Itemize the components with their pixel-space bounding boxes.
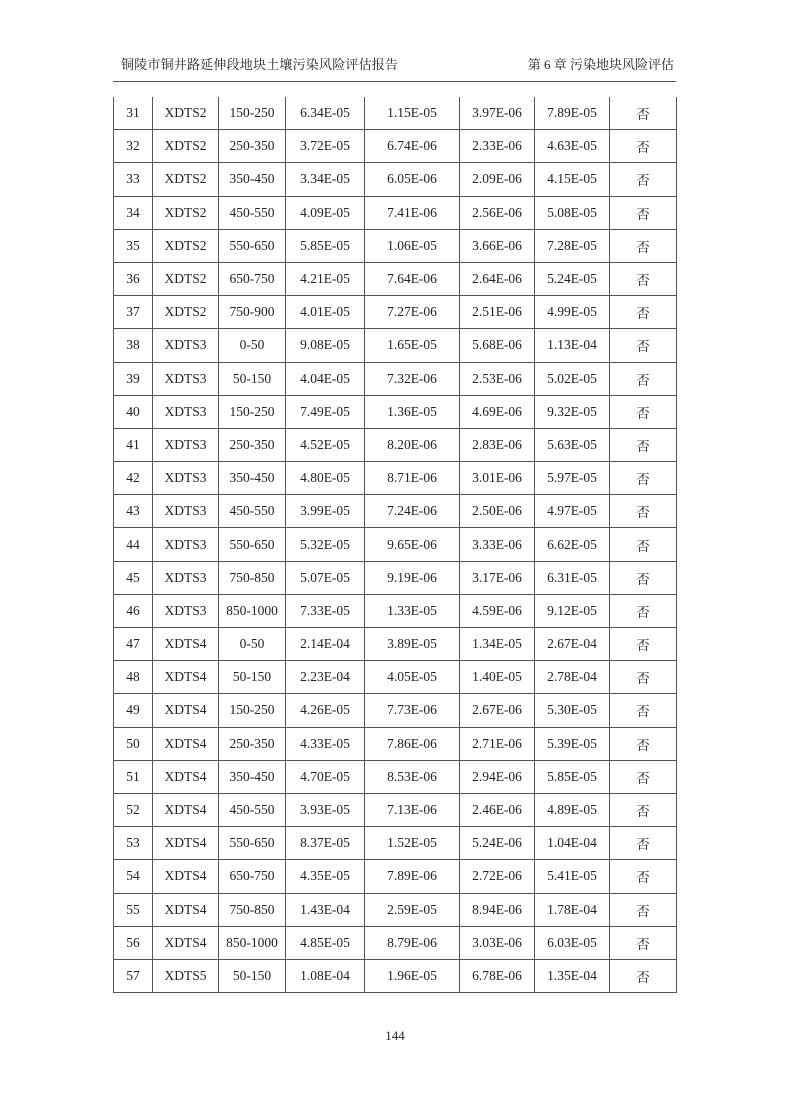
value-col-4-cell: 1.78E-04 (535, 893, 610, 926)
table-row (114, 827, 677, 860)
value-col-2-cell: 1.52E-05 (365, 827, 460, 860)
row-index-cell: 34 (114, 196, 153, 229)
sample-id-cell: XDTS2 (153, 262, 219, 295)
value-col-3-cell: 1.34E-05 (460, 628, 535, 661)
value-col-3-cell: 2.56E-06 (460, 196, 535, 229)
table-row (114, 262, 677, 295)
value-col-2-cell: 6.05E-06 (365, 163, 460, 196)
sample-id-cell: XDTS4 (153, 926, 219, 959)
running-header-chapter: 第 6 章 污染地块风险评估 (527, 57, 674, 72)
value-col-3-cell: 2.51E-06 (460, 296, 535, 329)
value-col-1-cell: 5.85E-05 (286, 229, 365, 262)
value-col-1-cell: 1.08E-04 (286, 959, 365, 992)
exceeds-flag-cell: 否 (610, 130, 677, 163)
sample-id-cell: XDTS2 (153, 163, 219, 196)
row-index-cell: 44 (114, 528, 153, 561)
depth-range-cell: 850-1000 (219, 926, 286, 959)
row-index-cell: 36 (114, 262, 153, 295)
value-col-1-cell: 1.43E-04 (286, 893, 365, 926)
sample-id-cell: XDTS3 (153, 561, 219, 594)
value-col-2-cell: 8.20E-06 (365, 428, 460, 461)
value-col-2-cell: 4.05E-05 (365, 661, 460, 694)
value-col-1-cell: 2.14E-04 (286, 628, 365, 661)
depth-range-cell: 50-150 (219, 959, 286, 992)
row-index-cell: 38 (114, 329, 153, 362)
depth-range-cell: 150-250 (219, 97, 286, 130)
value-col-1-cell: 4.33E-05 (286, 727, 365, 760)
row-index-cell: 48 (114, 661, 153, 694)
exceeds-flag-cell: 否 (610, 395, 677, 428)
sample-id-cell: XDTS2 (153, 97, 219, 130)
depth-range-cell: 450-550 (219, 793, 286, 826)
sample-id-cell: XDTS4 (153, 860, 219, 893)
value-col-4-cell: 1.13E-04 (535, 329, 610, 362)
value-col-2-cell: 9.65E-06 (365, 528, 460, 561)
sample-id-cell: XDTS2 (153, 196, 219, 229)
row-index-cell: 56 (114, 926, 153, 959)
value-col-3-cell: 3.33E-06 (460, 528, 535, 561)
depth-range-cell: 350-450 (219, 760, 286, 793)
value-col-1-cell: 4.26E-05 (286, 694, 365, 727)
value-col-1-cell: 4.09E-05 (286, 196, 365, 229)
sample-id-cell: XDTS2 (153, 296, 219, 329)
value-col-4-cell: 7.28E-05 (535, 229, 610, 262)
table-row (114, 959, 677, 992)
sample-id-cell: XDTS4 (153, 827, 219, 860)
value-col-3-cell: 3.01E-06 (460, 462, 535, 495)
value-col-4-cell: 4.15E-05 (535, 163, 610, 196)
exceeds-flag-cell: 否 (610, 959, 677, 992)
row-index-cell: 45 (114, 561, 153, 594)
value-col-2-cell: 7.13E-06 (365, 793, 460, 826)
sample-id-cell: XDTS4 (153, 661, 219, 694)
depth-range-cell: 750-900 (219, 296, 286, 329)
exceeds-flag-cell: 否 (610, 926, 677, 959)
depth-range-cell: 350-450 (219, 462, 286, 495)
value-col-2-cell: 1.33E-05 (365, 594, 460, 627)
sample-id-cell: XDTS4 (153, 793, 219, 826)
exceeds-flag-cell: 否 (610, 860, 677, 893)
value-col-3-cell: 3.66E-06 (460, 229, 535, 262)
row-index-cell: 35 (114, 229, 153, 262)
depth-range-cell: 550-650 (219, 827, 286, 860)
page-number: 144 (385, 1028, 405, 1043)
value-col-1-cell: 4.01E-05 (286, 296, 365, 329)
value-col-4-cell: 9.32E-05 (535, 395, 610, 428)
row-index-cell: 37 (114, 296, 153, 329)
sample-id-cell: XDTS3 (153, 329, 219, 362)
depth-range-cell: 750-850 (219, 893, 286, 926)
exceeds-flag-cell: 否 (610, 196, 677, 229)
table-row (114, 462, 677, 495)
value-col-2-cell: 2.59E-05 (365, 893, 460, 926)
depth-range-cell: 650-750 (219, 860, 286, 893)
table-row (114, 893, 677, 926)
table-row (114, 130, 677, 163)
value-col-2-cell: 1.96E-05 (365, 959, 460, 992)
value-col-3-cell: 2.33E-06 (460, 130, 535, 163)
table-row (114, 628, 677, 661)
value-col-4-cell: 5.41E-05 (535, 860, 610, 893)
value-col-1-cell: 2.23E-04 (286, 661, 365, 694)
value-col-1-cell: 7.33E-05 (286, 594, 365, 627)
value-col-1-cell: 3.99E-05 (286, 495, 365, 528)
sample-id-cell: XDTS4 (153, 628, 219, 661)
sample-id-cell: XDTS3 (153, 462, 219, 495)
depth-range-cell: 50-150 (219, 362, 286, 395)
sample-id-cell: XDTS5 (153, 959, 219, 992)
value-col-3-cell: 3.03E-06 (460, 926, 535, 959)
value-col-2-cell: 8.79E-06 (365, 926, 460, 959)
header-divider (113, 81, 676, 82)
row-index-cell: 31 (114, 97, 153, 130)
exceeds-flag-cell: 否 (610, 561, 677, 594)
value-col-3-cell: 2.64E-06 (460, 262, 535, 295)
value-col-2-cell: 9.19E-06 (365, 561, 460, 594)
depth-range-cell: 350-450 (219, 163, 286, 196)
depth-range-cell: 550-650 (219, 229, 286, 262)
exceeds-flag-cell: 否 (610, 329, 677, 362)
value-col-3-cell: 1.40E-05 (460, 661, 535, 694)
sample-id-cell: XDTS3 (153, 395, 219, 428)
value-col-3-cell: 2.83E-06 (460, 428, 535, 461)
exceeds-flag-cell: 否 (610, 229, 677, 262)
table-row (114, 860, 677, 893)
value-col-4-cell: 2.78E-04 (535, 661, 610, 694)
row-index-cell: 40 (114, 395, 153, 428)
exceeds-flag-cell: 否 (610, 97, 677, 130)
value-col-1-cell: 4.85E-05 (286, 926, 365, 959)
exceeds-flag-cell: 否 (610, 760, 677, 793)
value-col-1-cell: 4.80E-05 (286, 462, 365, 495)
exceeds-flag-cell: 否 (610, 727, 677, 760)
value-col-2-cell: 7.24E-06 (365, 495, 460, 528)
table-row (114, 196, 677, 229)
sample-id-cell: XDTS4 (153, 760, 219, 793)
table-row (114, 296, 677, 329)
table-row (114, 760, 677, 793)
table-row (114, 661, 677, 694)
risk-table (113, 97, 677, 993)
row-index-cell: 32 (114, 130, 153, 163)
depth-range-cell: 650-750 (219, 262, 286, 295)
value-col-1-cell: 4.52E-05 (286, 428, 365, 461)
depth-range-cell: 250-350 (219, 130, 286, 163)
value-col-3-cell: 2.67E-06 (460, 694, 535, 727)
exceeds-flag-cell: 否 (610, 362, 677, 395)
sample-id-cell: XDTS4 (153, 694, 219, 727)
exceeds-flag-cell: 否 (610, 163, 677, 196)
depth-range-cell: 250-350 (219, 428, 286, 461)
value-col-3-cell: 4.59E-06 (460, 594, 535, 627)
table-row (114, 561, 677, 594)
table-row (114, 694, 677, 727)
value-col-2-cell: 1.15E-05 (365, 97, 460, 130)
value-col-2-cell: 6.74E-06 (365, 130, 460, 163)
row-index-cell: 55 (114, 893, 153, 926)
value-col-2-cell: 8.71E-06 (365, 462, 460, 495)
value-col-1-cell: 5.07E-05 (286, 561, 365, 594)
value-col-4-cell: 4.63E-05 (535, 130, 610, 163)
sample-id-cell: XDTS3 (153, 428, 219, 461)
exceeds-flag-cell: 否 (610, 793, 677, 826)
value-col-4-cell: 4.99E-05 (535, 296, 610, 329)
value-col-3-cell: 2.71E-06 (460, 727, 535, 760)
sample-id-cell: XDTS3 (153, 495, 219, 528)
depth-range-cell: 550-650 (219, 528, 286, 561)
row-index-cell: 46 (114, 594, 153, 627)
exceeds-flag-cell: 否 (610, 528, 677, 561)
table-row (114, 163, 677, 196)
value-col-2-cell: 7.64E-06 (365, 262, 460, 295)
value-col-4-cell: 2.67E-04 (535, 628, 610, 661)
value-col-1-cell: 8.37E-05 (286, 827, 365, 860)
value-col-3-cell: 2.53E-06 (460, 362, 535, 395)
value-col-4-cell: 6.03E-05 (535, 926, 610, 959)
row-index-cell: 49 (114, 694, 153, 727)
value-col-3-cell: 2.50E-06 (460, 495, 535, 528)
table-row (114, 793, 677, 826)
exceeds-flag-cell: 否 (610, 462, 677, 495)
value-col-1-cell: 3.93E-05 (286, 793, 365, 826)
row-index-cell: 57 (114, 959, 153, 992)
value-col-4-cell: 5.08E-05 (535, 196, 610, 229)
value-col-3-cell: 3.97E-06 (460, 97, 535, 130)
value-col-2-cell: 3.89E-05 (365, 628, 460, 661)
row-index-cell: 39 (114, 362, 153, 395)
value-col-4-cell: 6.31E-05 (535, 561, 610, 594)
row-index-cell: 54 (114, 860, 153, 893)
depth-range-cell: 450-550 (219, 196, 286, 229)
sample-id-cell: XDTS2 (153, 229, 219, 262)
exceeds-flag-cell: 否 (610, 262, 677, 295)
sample-id-cell: XDTS3 (153, 362, 219, 395)
value-col-2-cell: 7.32E-06 (365, 362, 460, 395)
depth-range-cell: 150-250 (219, 694, 286, 727)
row-index-cell: 41 (114, 428, 153, 461)
table-row (114, 395, 677, 428)
sample-id-cell: XDTS2 (153, 130, 219, 163)
value-col-3-cell: 2.72E-06 (460, 860, 535, 893)
value-col-3-cell: 3.17E-06 (460, 561, 535, 594)
value-col-4-cell: 9.12E-05 (535, 594, 610, 627)
value-col-4-cell: 5.30E-05 (535, 694, 610, 727)
table-row (114, 428, 677, 461)
value-col-4-cell: 5.97E-05 (535, 462, 610, 495)
running-header-title: 铜陵市铜井路延伸段地块土壤污染风险评估报告 (121, 57, 399, 72)
value-col-4-cell: 5.85E-05 (535, 760, 610, 793)
value-col-2-cell: 7.89E-06 (365, 860, 460, 893)
row-index-cell: 53 (114, 827, 153, 860)
depth-range-cell: 0-50 (219, 329, 286, 362)
value-col-4-cell: 4.97E-05 (535, 495, 610, 528)
exceeds-flag-cell: 否 (610, 296, 677, 329)
value-col-3-cell: 4.69E-06 (460, 395, 535, 428)
value-col-2-cell: 1.65E-05 (365, 329, 460, 362)
value-col-2-cell: 1.06E-05 (365, 229, 460, 262)
value-col-4-cell: 6.62E-05 (535, 528, 610, 561)
sample-id-cell: XDTS3 (153, 594, 219, 627)
exceeds-flag-cell: 否 (610, 495, 677, 528)
depth-range-cell: 50-150 (219, 661, 286, 694)
exceeds-flag-cell: 否 (610, 428, 677, 461)
value-col-2-cell: 7.41E-06 (365, 196, 460, 229)
exceeds-flag-cell: 否 (610, 594, 677, 627)
row-index-cell: 50 (114, 727, 153, 760)
depth-range-cell: 750-850 (219, 561, 286, 594)
value-col-4-cell: 7.89E-05 (535, 97, 610, 130)
value-col-3-cell: 5.68E-06 (460, 329, 535, 362)
sample-id-cell: XDTS4 (153, 893, 219, 926)
value-col-3-cell: 2.09E-06 (460, 163, 535, 196)
value-col-3-cell: 2.46E-06 (460, 793, 535, 826)
exceeds-flag-cell: 否 (610, 661, 677, 694)
depth-range-cell: 850-1000 (219, 594, 286, 627)
value-col-3-cell: 8.94E-06 (460, 893, 535, 926)
table-row (114, 594, 677, 627)
value-col-4-cell: 5.02E-05 (535, 362, 610, 395)
value-col-1-cell: 9.08E-05 (286, 329, 365, 362)
value-col-2-cell: 1.36E-05 (365, 395, 460, 428)
value-col-4-cell: 5.24E-05 (535, 262, 610, 295)
value-col-2-cell: 7.73E-06 (365, 694, 460, 727)
table-row (114, 495, 677, 528)
depth-range-cell: 0-50 (219, 628, 286, 661)
value-col-1-cell: 4.35E-05 (286, 860, 365, 893)
value-col-1-cell: 5.32E-05 (286, 528, 365, 561)
value-col-3-cell: 5.24E-06 (460, 827, 535, 860)
value-col-1-cell: 3.72E-05 (286, 130, 365, 163)
table-row (114, 97, 677, 130)
value-col-3-cell: 2.94E-06 (460, 760, 535, 793)
table-row (114, 362, 677, 395)
table-row (114, 229, 677, 262)
value-col-4-cell: 5.39E-05 (535, 727, 610, 760)
value-col-4-cell: 4.89E-05 (535, 793, 610, 826)
value-col-1-cell: 4.04E-05 (286, 362, 365, 395)
row-index-cell: 33 (114, 163, 153, 196)
value-col-2-cell: 8.53E-06 (365, 760, 460, 793)
value-col-1-cell: 6.34E-05 (286, 97, 365, 130)
value-col-4-cell: 1.04E-04 (535, 827, 610, 860)
exceeds-flag-cell: 否 (610, 628, 677, 661)
depth-range-cell: 150-250 (219, 395, 286, 428)
value-col-1-cell: 3.34E-05 (286, 163, 365, 196)
table-row (114, 727, 677, 760)
row-index-cell: 51 (114, 760, 153, 793)
depth-range-cell: 250-350 (219, 727, 286, 760)
row-index-cell: 47 (114, 628, 153, 661)
row-index-cell: 52 (114, 793, 153, 826)
exceeds-flag-cell: 否 (610, 694, 677, 727)
risk-table-body (114, 97, 677, 993)
exceeds-flag-cell: 否 (610, 827, 677, 860)
value-col-4-cell: 5.63E-05 (535, 428, 610, 461)
value-col-4-cell: 1.35E-04 (535, 959, 610, 992)
table-row (114, 329, 677, 362)
row-index-cell: 42 (114, 462, 153, 495)
value-col-1-cell: 7.49E-05 (286, 395, 365, 428)
value-col-2-cell: 7.86E-06 (365, 727, 460, 760)
sample-id-cell: XDTS4 (153, 727, 219, 760)
value-col-1-cell: 4.21E-05 (286, 262, 365, 295)
sample-id-cell: XDTS3 (153, 528, 219, 561)
row-index-cell: 43 (114, 495, 153, 528)
value-col-2-cell: 7.27E-06 (365, 296, 460, 329)
exceeds-flag-cell: 否 (610, 893, 677, 926)
depth-range-cell: 450-550 (219, 495, 286, 528)
table-row (114, 528, 677, 561)
value-col-1-cell: 4.70E-05 (286, 760, 365, 793)
table-row (114, 926, 677, 959)
value-col-3-cell: 6.78E-06 (460, 959, 535, 992)
